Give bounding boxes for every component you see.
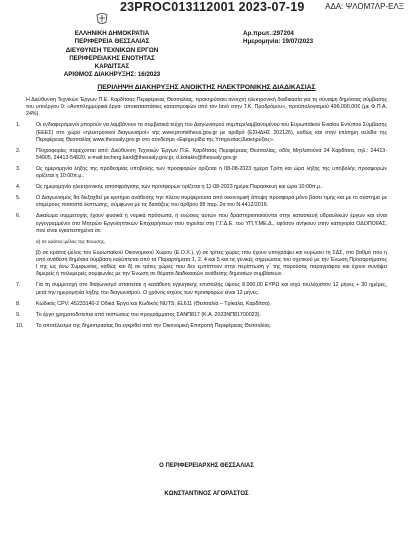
list-item — [16, 282, 387, 296]
list-item — [16, 213, 387, 235]
issuer-line: ΠΕΡΙΦΕΡΕΙΑ ΘΕΣΣΑΛΙΑΣ — [74, 38, 150, 46]
issuer-line: ΠΕΡΙΦΕΡΕΙΑΚΗΣ ΕΝΟΤΗΤΑΣ ΚΑΡΔΙΤΣΑΣ — [69, 54, 155, 71]
item-text: Ως ημερομηνία λήξης της προθεσμίας υποβολής των προσφορών ορίζεται η 08-08-2023 ημέρα Τρίτη και ώρα λήξης της υποβολής προσφορών ορίζεται η 10:00π.μ.. — [36, 166, 387, 180]
signatory-role: Ο ΠΕΡΙΦΕΡΕΙΑΡΧΗΣ ΘΕΣΣΑΛΙΑΣ — [159, 463, 254, 469]
item-text: α) σε κράτος-μέλος της Ένωσης, — [36, 239, 106, 245]
item-text: β) σε κράτος-μέλος του Ευρωπαϊκού Οικονομικού Χώρου (Ε.Ο.Χ.), γ) σε τρίτες χώρες που έχουν υπογράψει και κυρώσει τη ΣΔΣ, στο βαθμό που η υπό ανάθεση δημόσια σύμβαση καλύπτεται από τα Παραρτήματα 1, 2, 4 και 5 και τις γενικές σημειώσεις του σχετικού με την Ένωση Προσαρτήματος Ι της ως άνω Συμφωνίας, καθώς και δ) σε τρίτες χώρες που δεν εμπίπτουν στην περίπτωση γ΄ της παρούσας παραγράφου και έχουν συνάψει διμερείς ή πολυμερείς συμφωνίες με την Ένωση σε θέματα διαδικασιών ανάθεσης δημοσίων συμβάσεων. — [36, 249, 387, 278]
declaration-number: ΑΡΙΘΜΟΣ ΔΙΑΚΗΡΥΞΗΣ: 16/2023 — [63, 71, 161, 79]
item-text: Οι ενδιαφερόμενοι μπορούν να λαμβάνουν τα συμβατικά τεύχη του Διαγωνισμού συμπεριλαμβανομένου του Ευρωπαϊκού Ενιαίου Εντύπου Σύμβασης (ΕΕΕΣ) στο χώρο «ηλεκτρονικοί διαγωνισμοί» της www.promitheus.gov.gr με αριθμό (ΕΣΗΔΗΣ 202126), καθώς και στην επίσημη σελίδα της Περιφέρειας Θεσσαλίας www.thessaly.gov.gr στο σύνδεσμο «Εφημερίδα της Υπηρεσίας/Διακηρύξεις». — [36, 122, 387, 143]
item-number: 4. — [16, 184, 21, 191]
list-item — [26, 250, 387, 279]
intro-paragraph: Η Διεύθυνση Τεχνικών Έργων Π.Ε. Καρδίτσας Περιφέρειας Θεσσαλίας, προκηρύσσει ανοιχτή ηλεκτρονική διαδικασία για τη σύναψη δημόσιας σύμβασης του υποέργου 9: «Αντιπλημμυρικά έργα- αποκαταστάσεις καταστροφών από τον Ιανό στην Τ.Κ. Προδρόμου», προϋπολογισμού 496.000,00€ (με Φ.Π.Α. 24%). — [26, 97, 387, 118]
item-number: 2. — [16, 147, 21, 154]
numbered-items — [16, 122, 387, 329]
protocol-watermark: 23PROC013112001 2023-07-19 — [120, 0, 305, 14]
issuer-line: ΔΙΕΥΘΥΝΣΗ ΤΕΧΝΙΚΩΝ ΕΡΓΩΝ — [65, 46, 159, 54]
list-item — [16, 122, 387, 144]
item-text: Κωδικός CPV: 45233140-2 Οδικά Έργα και Κωδικός NUTS: EL611 (Θεσσαλία – Τρίκαλα, Καρδίτσα). — [36, 300, 272, 307]
list-item — [16, 184, 387, 191]
item-text: Ως ημερομηνία ηλεκτρονικής αποσφράγισης των προσφορών ορίζεται η 11-08-2023 ημέρα Παρασκευή και ώρα 10:00π.μ.. — [36, 184, 323, 191]
item-text: Πληροφορίες παρέχονται από: Διεύθυνση Τεχνικών Έργων Π.Ε. Καρδίτσας Περιφέρειας Θεσσαλίας, οδός Μητλατούνα 24 Καρδίτσα, τηλ.: 24413-54905, 24413-54920, e-mail:techerg.kard@thessaly.gov.gr, d.kotakis@thessaly.gov.gr — [36, 147, 387, 162]
list-item — [16, 195, 387, 209]
list-item — [16, 300, 387, 308]
item-number: 1. — [16, 122, 21, 129]
issuer-line: ΕΛΛΗΝΙΚΗ ΔΗΜΟΚΡΑΤΙΑ — [74, 30, 150, 37]
protocol-number: Αρ.πρωτ.:297204 — [243, 30, 294, 37]
greek-emblem-icon — [94, 12, 110, 26]
item-text: Ο Διαγωνισμός θα διεξαχθεί με κριτήριο ανάθεσης την πλέον συμφέρουσα από οικονομική άποψη προσφορά μόνο βάσει τιμής και με το σύστημα με επιμέρους ποσοστά έκπτωσης, σύμφωνα με τις διατάξεις του άρθρου 95 παρ. 2α του Ν.4412/2016. — [36, 195, 387, 209]
document-date: Ημερομηνία: 19/07/2023 — [243, 38, 314, 46]
item-number: 7. — [16, 282, 21, 289]
item-number: 10. — [16, 322, 24, 329]
document-body — [16, 97, 387, 334]
item-number: 3. — [16, 166, 21, 173]
issuer-block — [52, 30, 172, 80]
document-title: ΠΕΡΙΛΗΨΗ ΔΙΑΚΗΡΥΞΗΣ ΑΝΟΙΚΤΗΣ ΗΛΕΚΤΡΟΝΙΚΗΣ ΔΙΑΔΙΚΑΣΙΑΣ — [97, 84, 316, 91]
list-item — [16, 166, 387, 180]
item-text: Για τη συμμετοχή στο διαγωνισμό απαιτείται η κατάθεση εγγυητικής επιστολής ύψους 8.000,00 ΕΥΡΩ και ισχύ τουλάχιστον 12 μήνες + 30 ημέρες, μετά την ημερομηνία λήξης του διαγωνισμού. Ο χρόνος ισχύος των προσφορών είναι 12 μήνες. — [36, 282, 387, 296]
list-item — [26, 239, 387, 246]
item-number: 9. — [16, 311, 21, 318]
item-number: 5. — [16, 195, 21, 202]
item-number: 8. — [16, 300, 21, 307]
list-item — [16, 322, 387, 330]
protocol-block — [243, 30, 313, 47]
item-number: 6. — [16, 213, 21, 220]
signatory-name: ΚΩΝΣΤΑΝΤΙΝΟΣ ΑΓΟΡΑΣΤΟΣ — [164, 491, 249, 497]
item-text: Το αποτέλεσμα της δημοπρασίας θα εγκριθεί από την Οικονομική Επιτροπή Περιφέρειας Θεσσαλίας. — [36, 322, 272, 329]
item-text: Δικαίωμα συμμετοχής έχουν φυσικά ή νομικά πρόσωπα, ή ενώσεις αυτών που δραστηριοποιούνται στην κατασκευή υδραυλικών έργων και είναι εγγεγραμμένοι στο Μητρώο Εργοληπτικών Επιχειρήσεων που τηρείται στη Γ.Γ.Δ.Ε. του ΥΠ.Υ.ΜΕ.Δ., εφόσον ανήκουν στην κατηγορία ΟΔΟΠΟΙΙΑΣ, που είναι εγκατεστημένα σε: — [36, 213, 387, 234]
item-text: Το έργο χρηματοδοτείται από πιστώσεις του προγράμματος ΣΑΝΠ817 (Κ.Α. 2023ΝΠ81700023). — [36, 311, 261, 318]
ada-code: ΑΔΑ: ΨΛΟΜ7ΛΡ-ΕΛΞ — [325, 2, 404, 11]
list-item — [16, 147, 387, 162]
list-item — [16, 311, 387, 319]
